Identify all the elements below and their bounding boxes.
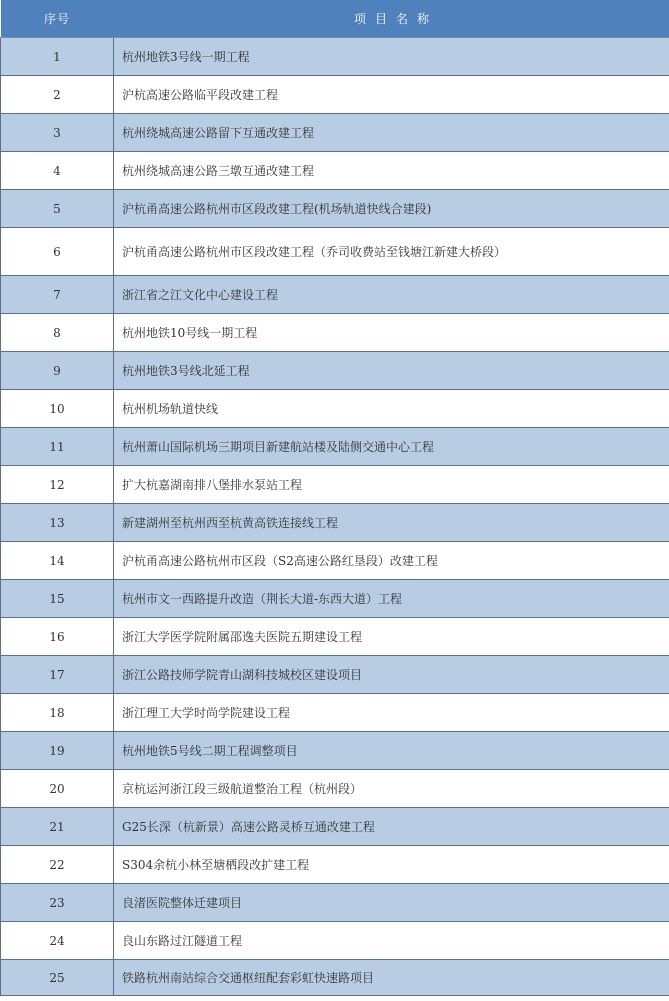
row-name: G25长深（杭新景）高速公路灵桥互通改建工程 — [114, 808, 669, 846]
table-row — [1, 152, 669, 190]
table-row — [1, 314, 669, 352]
table-row — [1, 694, 669, 732]
row-num: 13 — [1, 504, 114, 542]
table-row — [1, 190, 669, 228]
row-num: 4 — [1, 152, 114, 190]
table-row — [1, 228, 669, 276]
header-num: 序号 — [1, 0, 114, 38]
table-row — [1, 808, 669, 846]
row-num: 3 — [1, 114, 114, 152]
row-name: 杭州市文一西路提升改造（荆长大道-东西大道）工程 — [114, 580, 669, 618]
header-name: 项目名称 — [114, 0, 669, 38]
row-num: 10 — [1, 390, 114, 428]
table-row — [1, 76, 669, 114]
row-name: 浙江省之江文化中心建设工程 — [114, 276, 669, 314]
row-num: 5 — [1, 190, 114, 228]
table-row — [1, 466, 669, 504]
table-row — [1, 390, 669, 428]
row-num: 2 — [1, 76, 114, 114]
table-row — [1, 656, 669, 694]
row-num: 17 — [1, 656, 114, 694]
row-name: 杭州地铁5号线二期工程调整项目 — [114, 732, 669, 770]
row-name: 杭州地铁3号线一期工程 — [114, 38, 669, 76]
table-row — [1, 38, 669, 76]
row-name: 沪杭甬高速公路杭州市区段改建工程(机场轨道快线合建段) — [114, 190, 669, 228]
row-name: 新建湖州至杭州西至杭黄高铁连接线工程 — [114, 504, 669, 542]
table-body — [1, 38, 669, 996]
row-num: 15 — [1, 580, 114, 618]
row-num: 9 — [1, 352, 114, 390]
row-num: 24 — [1, 922, 114, 960]
row-num: 25 — [1, 960, 114, 996]
row-num: 19 — [1, 732, 114, 770]
table-row — [1, 922, 669, 960]
row-name: 杭州绕城高速公路三墩互通改建工程 — [114, 152, 669, 190]
table-row — [1, 542, 669, 580]
table-row — [1, 884, 669, 922]
row-name: 浙江理工大学时尚学院建设工程 — [114, 694, 669, 732]
row-num: 18 — [1, 694, 114, 732]
row-num: 1 — [1, 38, 114, 76]
row-name: 扩大杭嘉湖南排八堡排水泵站工程 — [114, 466, 669, 504]
row-num: 22 — [1, 846, 114, 884]
row-name: 沪杭高速公路临平段改建工程 — [114, 76, 669, 114]
row-num: 11 — [1, 428, 114, 466]
row-name: 杭州绕城高速公路留下互通改建工程 — [114, 114, 669, 152]
table-row — [1, 352, 669, 390]
row-name: 京杭运河浙江段三级航道整治工程（杭州段） — [114, 770, 669, 808]
row-num: 7 — [1, 276, 114, 314]
row-name: S304余杭小林至塘栖段改扩建工程 — [114, 846, 669, 884]
table-row — [1, 580, 669, 618]
table-row — [1, 114, 669, 152]
table-row — [1, 770, 669, 808]
row-name: 良山东路过江隧道工程 — [114, 922, 669, 960]
row-num: 23 — [1, 884, 114, 922]
row-num: 14 — [1, 542, 114, 580]
row-name: 沪杭甬高速公路杭州市区段（S2高速公路红垦段）改建工程 — [114, 542, 669, 580]
table-row — [1, 504, 669, 542]
table-row — [1, 960, 669, 996]
row-name: 沪杭甬高速公路杭州市区段改建工程（乔司收费站至钱塘江新建大桥段） — [114, 228, 669, 276]
table-row — [1, 732, 669, 770]
row-num: 8 — [1, 314, 114, 352]
row-num: 12 — [1, 466, 114, 504]
row-name: 铁路杭州南站综合交通枢纽配套彩虹快速路项目 — [114, 960, 669, 996]
table-row — [1, 618, 669, 656]
row-name: 浙江公路技师学院青山湖科技城校区建设项目 — [114, 656, 669, 694]
row-name: 杭州地铁3号线北延工程 — [114, 352, 669, 390]
row-num: 6 — [1, 228, 114, 276]
row-num: 21 — [1, 808, 114, 846]
row-num: 20 — [1, 770, 114, 808]
row-name: 良渚医院整体迁建项目 — [114, 884, 669, 922]
row-name: 杭州萧山国际机场三期项目新建航站楼及陆侧交通中心工程 — [114, 428, 669, 466]
table-row — [1, 846, 669, 884]
table-header — [1, 0, 669, 38]
table-row — [1, 276, 669, 314]
row-name: 杭州地铁10号线一期工程 — [114, 314, 669, 352]
row-name: 浙江大学医学院附属邵逸夫医院五期建设工程 — [114, 618, 669, 656]
row-name: 杭州机场轨道快线 — [114, 390, 669, 428]
table-row — [1, 428, 669, 466]
row-num: 16 — [1, 618, 114, 656]
header-row — [1, 0, 669, 38]
